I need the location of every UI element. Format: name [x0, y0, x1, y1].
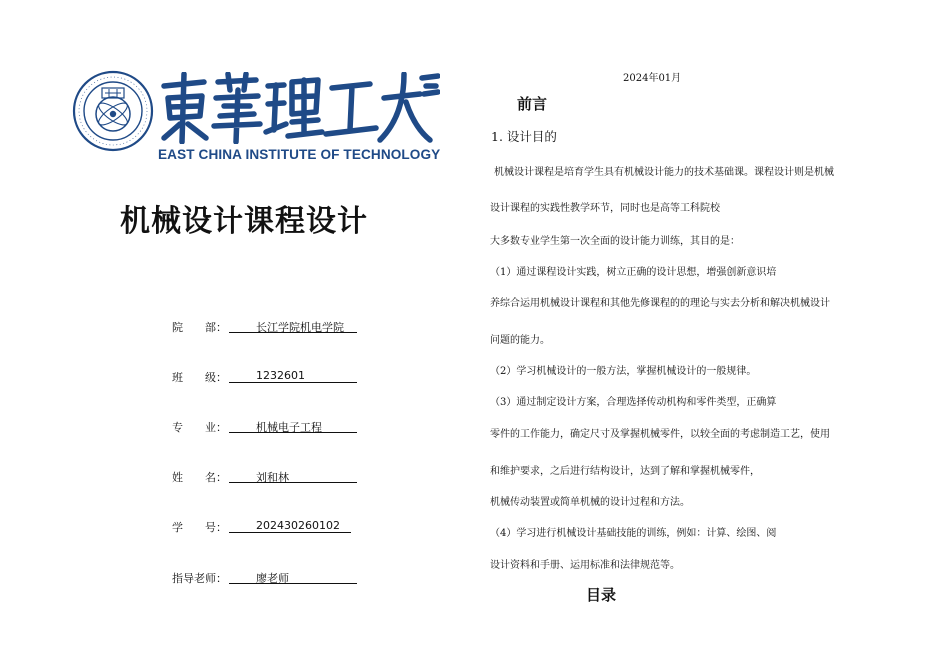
field-department-label: 院 部： — [172, 321, 227, 334]
paragraph-line: 机械设计课程是培育学生具有机械设计能力的技术基础课。课程设计则是机械 — [494, 167, 834, 178]
field-advisor-value: 廖老师 — [229, 570, 357, 584]
paragraph-line: 和维护要求，之后进行结构设计，达到了解和掌握机械零件， — [490, 466, 760, 477]
preface-heading: 前言 — [517, 95, 548, 113]
school-name-english: EAST CHINA INSTITUTE OF TECHNOLOGY — [158, 147, 441, 162]
paragraph-line: 养综合运用机械设计课程和其他先修课程的的理论与实去分析和解决机械设计 — [490, 298, 830, 309]
field-class-label: 班 级： — [172, 371, 227, 384]
university-seal-icon — [72, 70, 154, 152]
field-name-label: 姓 名： — [172, 471, 227, 484]
field-department-value: 长江学院机电学院 — [229, 319, 357, 333]
field-student-id-value: 202430260102 — [229, 519, 351, 533]
paragraph-line: （2）学习机械设计的一般方法，掌握机械设计的一般规律。 — [490, 366, 757, 377]
field-major-label: 专 业： — [172, 421, 227, 434]
document-date: 2024年01月 — [623, 73, 682, 84]
field-advisor-label: 指导老师： — [172, 572, 227, 585]
paragraph-line: 设计资料和手册、运用标准和法律规范等。 — [490, 560, 680, 571]
document-title: 机械设计课程设计 — [120, 204, 368, 239]
paragraph-line: 机械传动装置或简单机械的设计过程和方法。 — [490, 497, 690, 508]
field-student-id-label: 学 号： — [172, 521, 227, 534]
paragraph-line: 大多数专业学生第一次全面的设计能力训练，其目的是： — [490, 236, 740, 247]
field-name-value: 刘和林 — [229, 469, 357, 483]
field-class-value: 1232601 — [229, 369, 357, 383]
section-heading: 1. 设计目的 — [491, 129, 557, 144]
paragraph-line: （4）学习进行机械设计基础技能的训练，例如：计算、绘图、阅 — [490, 528, 777, 539]
toc-heading: 目录 — [586, 586, 617, 604]
paragraph-line: 设计课程的实践性教学环节，同时也是高等工科院校 — [490, 203, 720, 214]
paragraph-line: （1）通过课程设计实践，树立正确的设计思想，增强创新意识培 — [490, 267, 777, 278]
paragraph-line: 零件的工作能力，确定尺寸及掌握机械零件，以较全面的考虑制造工艺，使用 — [490, 429, 830, 440]
school-name-calligraphy — [158, 72, 440, 144]
field-major-value: 机械电子工程 — [229, 419, 357, 433]
paragraph-line: （3）通过制定设计方案，合理选择传动机构和零件类型，正确算 — [490, 397, 777, 408]
paragraph-line: 问题的能力。 — [490, 335, 550, 346]
